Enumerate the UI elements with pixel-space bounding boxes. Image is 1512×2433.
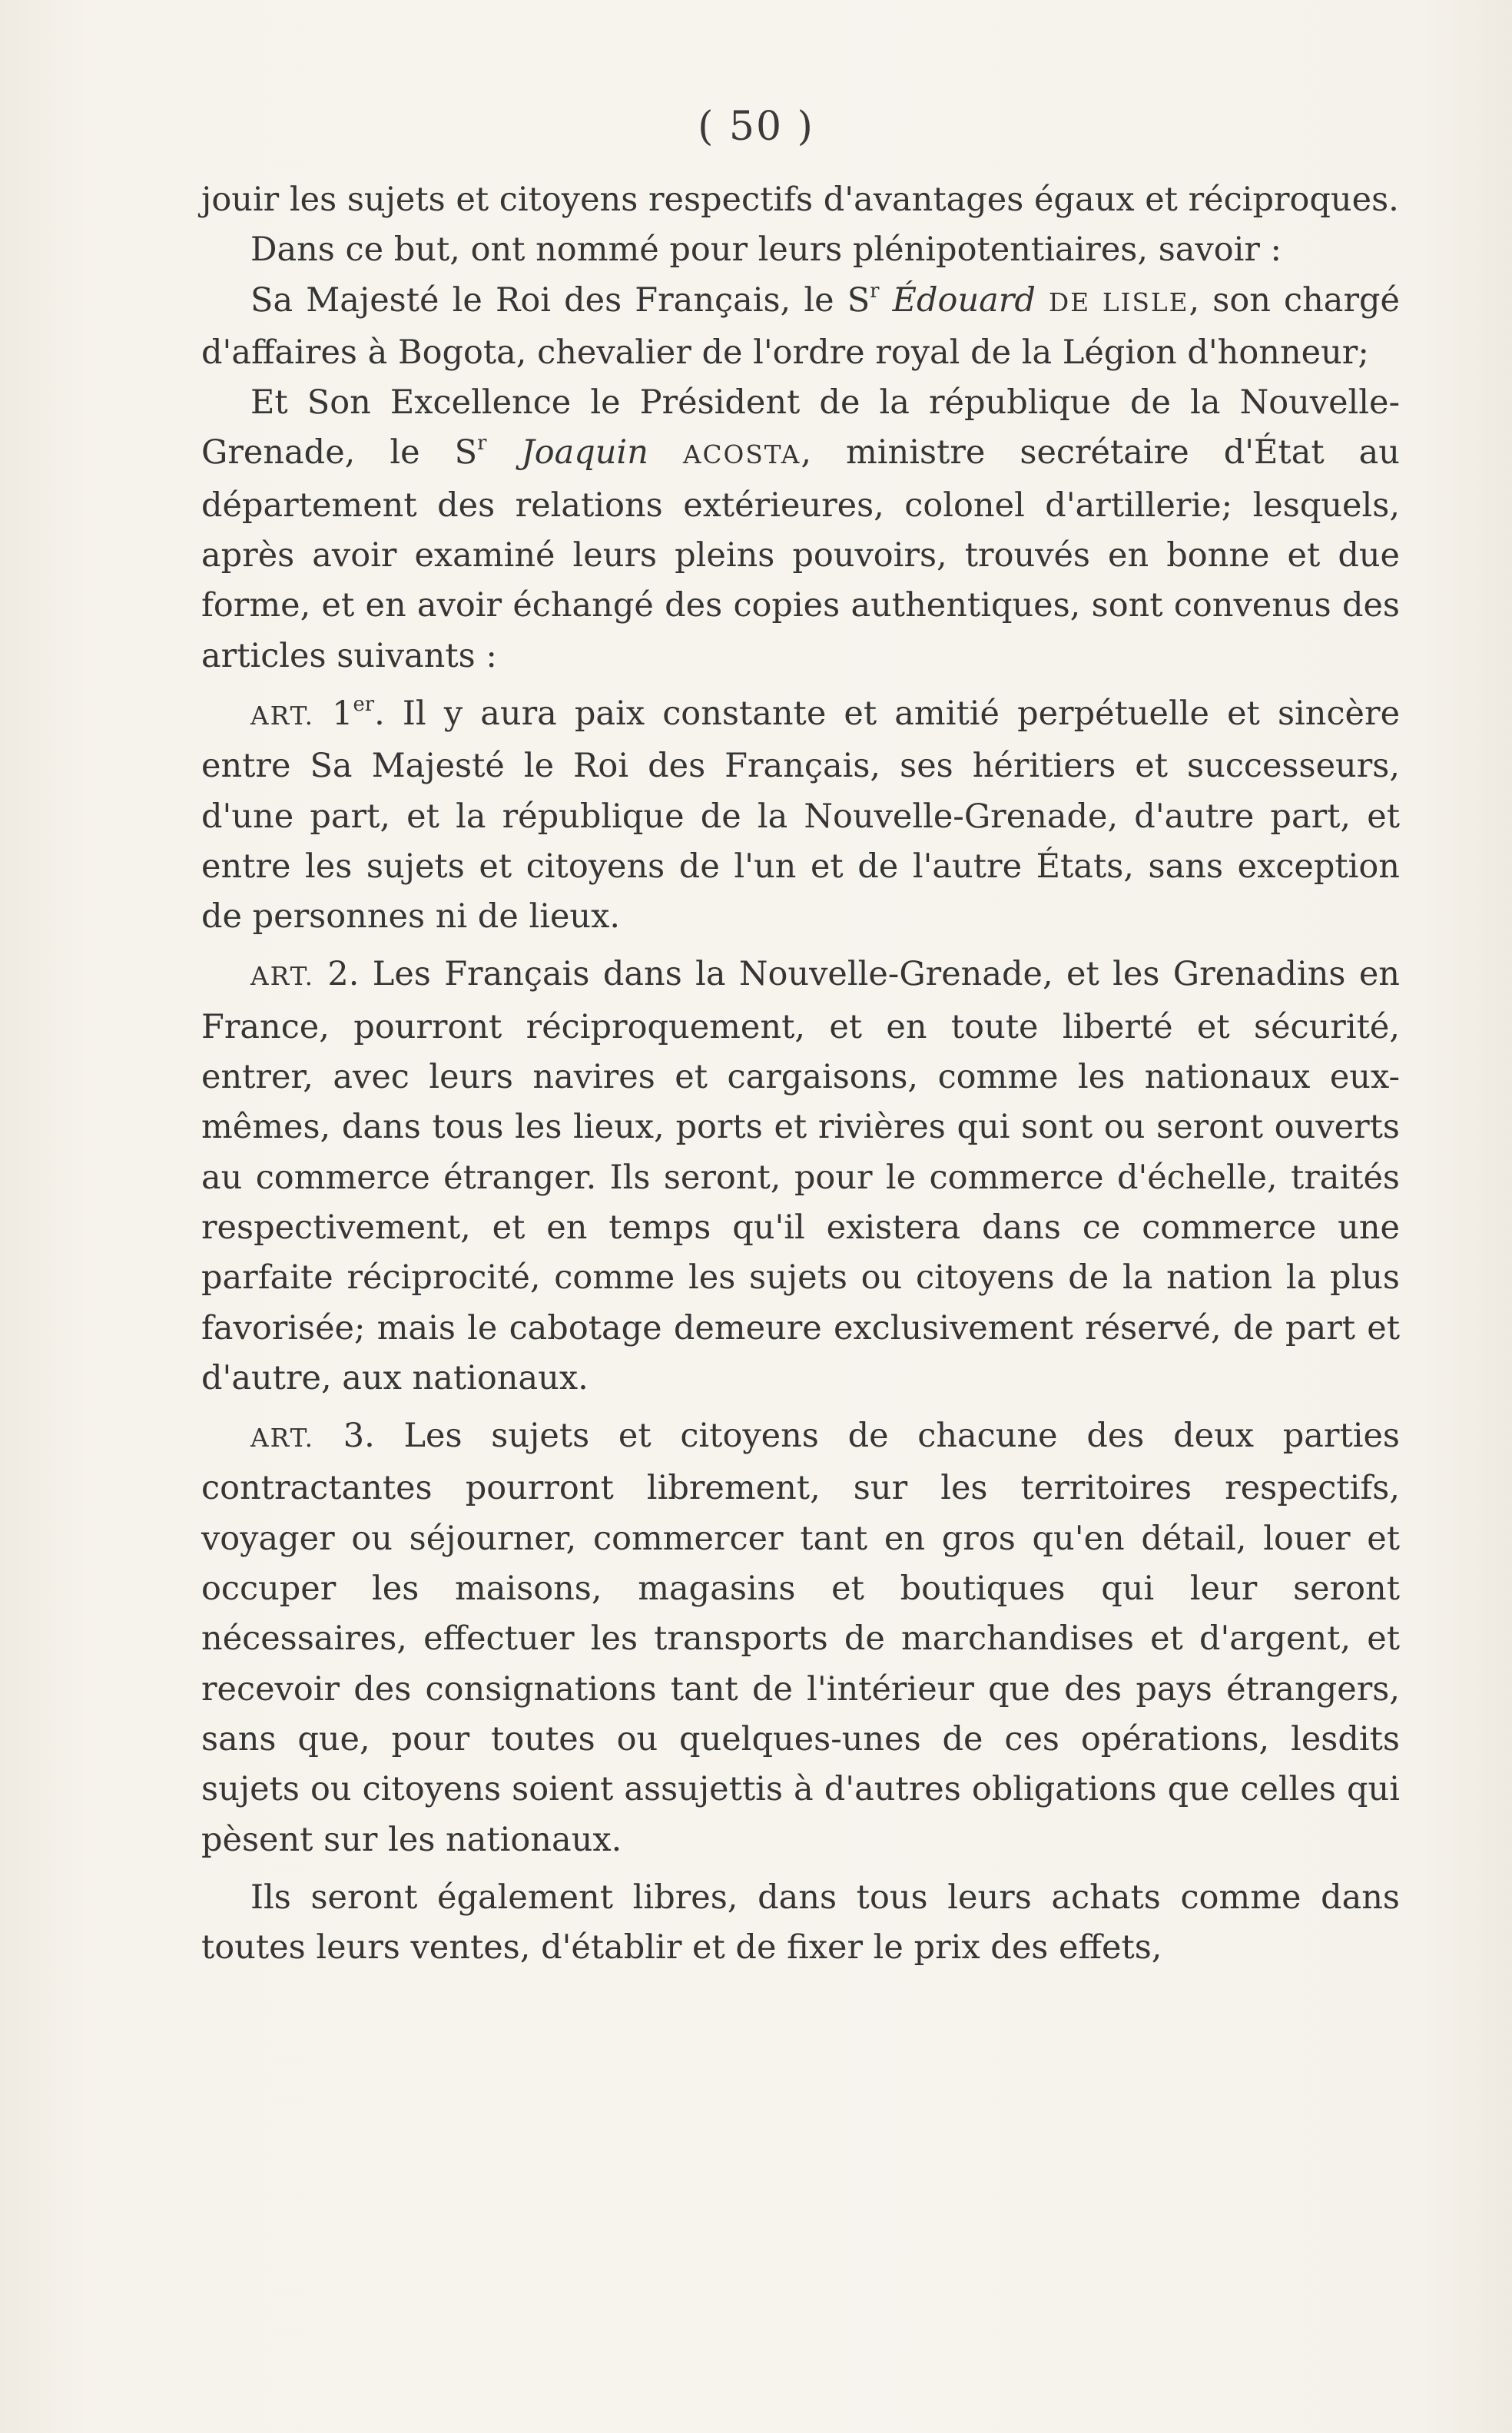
article-label: ART. [250,701,314,731]
text-rest: , ministre secrétaire d'État au département des relations extérieures, colonel d'artillerie; lesquels, après avoir examiné leurs pleins pouvoirs, trouvés en bonne et due forme, et en avoir échangé des copies authentiques, sont convenus des articles suivants : [201,433,1400,675]
superscript: r [870,279,880,303]
paragraph-french-plenipotentiary [201,276,1400,379]
superscript: er [353,692,375,716]
article-label: ART. [250,962,314,992]
superscript: r [477,432,487,456]
person-first-name: Joaquin [521,433,648,472]
article-text: . Il y aura paix constante et amitié perpétuelle et sincère entre Sa Majesté le Roi des Français, ses héritiers et successeurs, d'une part, et la république de la Nouvelle-Grenade, d'autre part, et entre les sujets et citoyens de l'un et de l'autre États, sans exception de personnes ni de lieux. [201,694,1401,936]
article-number: 1 [332,694,353,733]
article-2 [201,950,1400,1404]
article-label: ART. [250,1424,314,1454]
article-1 [201,689,1400,942]
text-rest: , son chargé d'affaires à Bogota, chevalier de l'ordre royal de la Légion d'honneur; [201,280,1400,372]
paragraph-prices: Ils seront également libres, dans tous leurs achats comme dans toutes leurs ventes, d'établir et de fixer le prix des effets, [201,1878,1400,1967]
article-3 [201,1411,1400,1865]
person-first-name: Édouard [892,280,1036,320]
person-surname: ACOSTA [682,440,801,470]
article-number: 3 [343,1417,365,1456]
paragraph-grenadian-plenipotentiary [201,378,1400,681]
article-text: . Les sujets et citoyens de chacune des deux parties contractantes pourront librement, sur les territoires respectifs, voyager ou séjourner, commercer tant en gros qu'en détail, louer et occuper les maisons, magasins et boutiques qui leur seront nécessaires, effectuer les transports de marchandises et d'argent, et recevoir des consignations tant de l'intérieur que des pays étrangers, sans que, pour toutes ou quelques-unes de ces opérations, lesdits sujets ou citoyens soient assujettis à d'autres obligations que celles qui pèsent sur les nationaux. [201,1417,1400,1859]
paragraph-plenipotentiaries: Dans ce but, ont nommé pour leurs plénipotentiaires, savoir : [250,230,1282,270]
text-lead: Et Son Excellence le Président de la république de la Nouvelle-Grenade, le S [201,383,1400,472]
body-text [201,175,1400,1973]
person-surname: DE LISLE [1049,287,1189,317]
page-number: ( 50 ) [698,104,814,150]
article-text: . Les Français dans la Nouvelle-Grenade, et les Grenadins en France, pourront réciproquement, et en toute liberté et sécurité, entrer, avec leurs navires et cargaisons, comme les nationaux eux-mêmes, dans tous les lieux, ports et rivières qui sont ou seront ouverts au commerce étranger. Ils seront, pour le commerce d'échelle, traités respectivement, et en temps qu'il existera dans ce commerce une parfaite réciprocité, comme les sujets ou citoyens de la nation la plus favorisée; mais le cabotage demeure exclusivement réservé, de part et d'autre, aux nationaux. [201,955,1400,1397]
paragraph-continuation: jouir les sujets et citoyens respectifs d'avantages égaux et réciproques. [201,181,1399,219]
article-number: 2 [327,955,349,994]
text-lead: Sa Majesté le Roi des Français, le S [250,280,870,320]
